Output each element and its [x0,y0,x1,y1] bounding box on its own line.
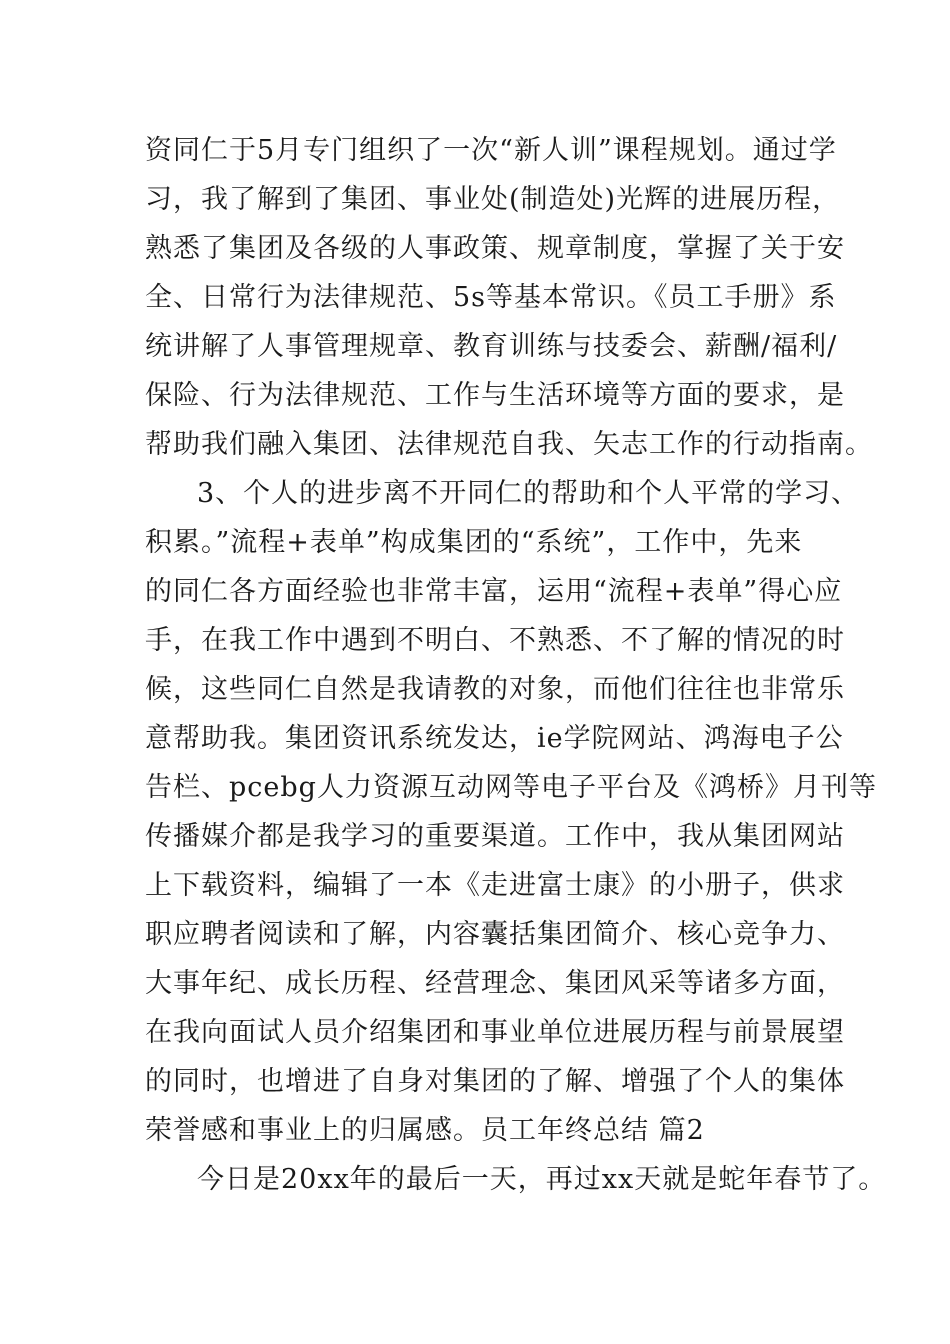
text-line: 的同仁各方面经验也非常丰富，运用“流程+表单”得心应 [145,576,843,607]
text-line: 习，我了解到了集团、事业处(制造处)光辉的进展历程， [145,184,841,215]
text-line: 的同时，也增进了自身对集团的了解、增强了个人的集体 [145,1066,845,1097]
text-line: 传播媒介都是我学习的重要渠道。工作中，我从集团网站 [145,821,845,852]
text-line: 大事年纪、成长历程、经营理念、集团风采等诸多方面， [145,968,845,999]
text-line-with-heading: 荣誉感和事业上的归属感。员工年终总结 篇2 [145,1115,705,1146]
paragraph-start-line: 今日是20xx年的最后一天，再过xx天就是蛇年春节了。 [197,1164,887,1195]
text-line: 统讲解了人事管理规章、教育训练与技委会、薪酬/福利/ [145,331,838,362]
text-line: 积累。”流程+表单”构成集团的“系统”，工作中，先来 [145,527,803,558]
text-line: 职应聘者阅读和了解，内容囊括集团简介、核心竞争力、 [145,919,845,950]
text-line: 资同仁于5月专门组织了一次“新人训”课程规划。通过学 [145,135,837,166]
text-line: 全、日常行为法律规范、5s等基本常识。《员工手册》系 [145,282,837,313]
text-line: 保险、行为法律规范、工作与生活环境等方面的要求，是 [145,380,845,411]
paragraph-start-line: 3、个人的进步离不开同仁的帮助和个人平常的学习、 [197,478,860,509]
text-line: 帮助我们融入集团、法律规范自我、矢志工作的行动指南。 [145,429,873,460]
text-line: 候，这些同仁自然是我请教的对象，而他们往往也非常乐 [145,674,845,705]
text-line: 上下载资料，编辑了一本《走进富士康》的小册子，供求 [145,870,845,901]
text-line: 熟悉了集团及各级的人事政策、规章制度，掌握了关于安 [145,233,845,264]
text-line: 意帮助我。集团资讯系统发达，ie学院网站、鸿海电子公 [145,723,844,754]
text-line: 告栏、pcebg人力资源互动网等电子平台及《鸿桥》月刊等 [145,772,877,803]
text-line: 手，在我工作中遇到不明白、不熟悉、不了解的情况的时 [145,625,845,656]
text-line: 在我向面试人员介绍集团和事业单位进展历程与前景展望 [145,1017,845,1048]
